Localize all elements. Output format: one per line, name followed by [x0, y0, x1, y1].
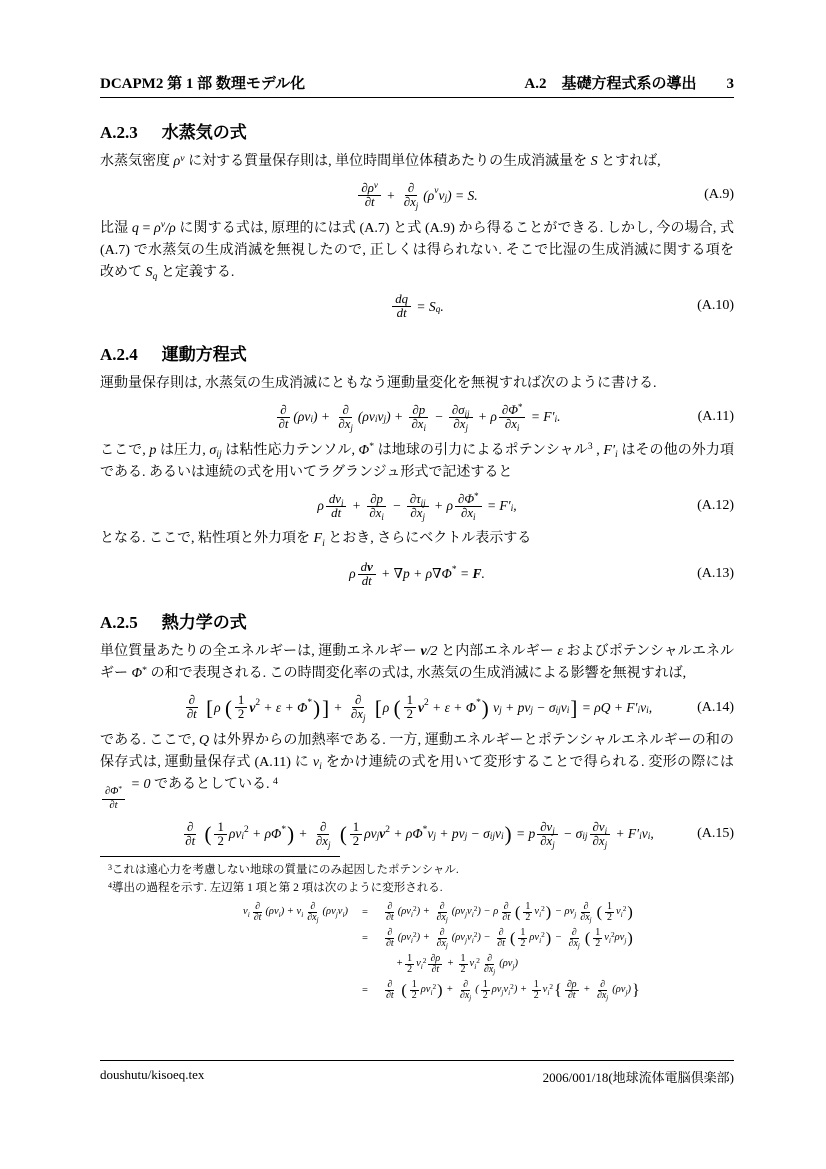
- paragraph-energy-intro: 単位質量あたりの全エネルギーは, 運動エネルギー v/2 と内部エネルギー ε およびポテンシャルエネルギー Φ* の和で表現される. この時間変化率の式は, 水蒸気の生成消滅による影響を無視すれば,: [100, 644, 735, 682]
- footnote-rule: [100, 856, 340, 857]
- header-right-group: [524, 72, 734, 93]
- section-title: 熱力学の式: [161, 613, 247, 633]
- equation-a14: [100, 693, 734, 724]
- equation-body: ∂ ∂t [ ρ ( 1 2 v $^2$ + ε + Φ * ) ] + ∂ ∂x $_j$ [ ρ ( 1 2 v $^2$ + ε + Φ * ) v $_j$ + pv $_j$ − σ $_{ij}$ v $_i$ ] = ρQ + F′ $_i$ v $_i$ ,: [186, 693, 653, 724]
- derivation-row-continuation: [100, 954, 734, 975]
- header-section-title: A.2 基礎方程式系の導出: [524, 76, 697, 92]
- equation-label: (A.11): [697, 409, 734, 425]
- derivation-row: [100, 902, 734, 923]
- paragraph-vector-form: となる. ここで, 粘性項と外力項を $F_i$ とおき, さらにベクトル表示する: [100, 531, 532, 549]
- equation-body: ∂ ∂t (ρv $_i$ ) + ∂ ∂x $_j$ (ρv $_i$ v $_j$ ) + ∂p ∂x $_i$ − ∂σ $_{ij}$ ∂x $_j$ + ρ ∂Φ * ∂x $_i$ = F′ $_i$ .: [278, 401, 561, 433]
- equation-body: ∂ ∂t ( 1 2 ρv $_i$ $^2$ + ρΦ * ) + ∂ ∂x $_j$ ( 1 2 ρv $_j$ v $^2$ + ρΦ * v $_j$ + pv $_j$ − σ $_{ij}$ v $_i$ ) = p ∂v $_j$ ∂x $_j$ − σ $_{ij}$ ∂v $_i$ ∂x $_j$ + F′ $_i$ v $_i$ ,: [185, 819, 654, 850]
- paragraph-specific-humidity: 比湿 $q = \rho^v/\rho$ に関する式は, 原理的には式 (A.7) と式 (A.9) から得ることができる. しかし, 今の場合, 式 (A.7) で水蒸気の生成消滅を無視したので, 正しくは得られない. そこで比湿の生成消滅に関する項を改めて $S_q$ と定義する.: [100, 219, 734, 283]
- paragraph-momentum-intro: 運動量保存則は, 水蒸気の生成消滅にともなう運動量変化を無視すれば次のように書ける.: [100, 375, 657, 391]
- section-number: A.2.5: [100, 613, 138, 633]
- page-header: [100, 72, 734, 98]
- equation-label: (A.9): [704, 187, 734, 203]
- page-footer: [100, 1060, 734, 1086]
- paragraph-pressure-terms: ここで, p は圧力, $\sigma_{ij}$ は粘性応力テンソル, Φ* は地球の引力によるポテンシャル$^3$ , $F'_i$ はその他の外力項である. あるいは連続の式を用いてラグランジュ形式で記述すると: [100, 441, 734, 480]
- equation-a12: [100, 490, 734, 522]
- equation-label: (A.10): [697, 298, 734, 314]
- equation-body: ∂ρ $^v$ ∂t + ∂ ∂x $_j$ (ρ $^v$ v $_j$ ) = S.: [356, 182, 477, 209]
- footer-file-path: doushutu/kisoeq.tex: [100, 1067, 205, 1082]
- equation-body: ρ dv $_i$ dt + ∂p ∂x $_i$ − ∂τ $_{ij}$ ∂x $_j$ + ρ ∂Φ * ∂x $_i$ = F′ $_i$ ,: [317, 490, 517, 522]
- derivation-lhs: v $_i$ ∂ ∂t (ρv $_i$ ) + v $_i$ ∂ ∂x $_j$ (ρv $_j$ v $_i$ ): [243, 900, 348, 925]
- footnote-4: $^4$導出の過程を示す. 左辺第 1 項と第 2 項は次のように変形される.: [108, 880, 443, 895]
- section-title: 水蒸気の式: [161, 123, 247, 142]
- derivation-row: [100, 980, 734, 1001]
- derivation-rhs: ∂ ∂t ( 1 2 ρv $_i$ $^2$ ) + ∂ ∂x $_j$ ( 1 2 ρv $_j$ v $_i$ $^2$ ) + $\frac{1}{2}$ v $_i$ $^2$ { ∂ρ ∂t + ∂ ∂x $_j$ (ρv $_j$ ) }: [386, 978, 640, 1003]
- paragraph-vapor-intro: 水蒸気密度 $\rho^v$ に対する質量保存則は, 単位時間単位体積あたりの生成消滅量を S とすれば,: [100, 152, 661, 169]
- equation-a11: [100, 401, 734, 433]
- equals-sign: =: [362, 932, 368, 944]
- header-running-title: DCAPM2 第 1 部 数理モデル化: [100, 76, 306, 92]
- equation-a9: [100, 180, 734, 212]
- section-number: A.2.3: [100, 123, 138, 142]
- equation-body: ρ d v dt + ∇p + ρ∇Φ * = F .: [349, 559, 485, 589]
- footnote-3: $^3$これは遠心力を考慮しない地球の質量にのみ起因したポテンシャル.: [108, 862, 459, 877]
- derivation-rhs: + $\frac{1}{2}$ v $_i$ $^2$ ∂ρ ∂t + $\frac{1}{2}$ v $_i$ $^2$ ∂ ∂x $_j$ (ρv $_j$ ): [396, 952, 518, 977]
- equation-label: (A.14): [697, 699, 734, 715]
- equation-label: (A.12): [697, 498, 734, 514]
- equals-sign: =: [362, 984, 368, 996]
- equation-a10: [100, 293, 734, 320]
- derivation-row: [100, 928, 734, 949]
- footer-date-credit: 2006/001/18(地球流体電脳倶楽部): [542, 1070, 734, 1085]
- equation-body: $\frac{dq}{dt}$ = S $_q$ .: [390, 293, 444, 320]
- section-heading-a25: [100, 608, 734, 633]
- section-heading-a23: [100, 118, 734, 143]
- equation-a13: [100, 560, 734, 589]
- derivation-rhs: ∂ ∂t (ρv $_i$ $^2$ ) + ∂ ∂x $_j$ (ρv $_j$ v $_i$ $^2$ ) − ρ ∂ ∂t ( 1 2 v $_i$ $^2$ ) − ρv $_j$ ∂ ∂x $_j$ ( 1 2 v $_i$ $^2$ ): [386, 900, 633, 925]
- section-number: A.2.4: [100, 344, 138, 364]
- derivation-rhs: ∂ ∂t (ρv $_i$ $^2$ ) + ∂ ∂x $_j$ (ρv $_j$ v $_i$ $^2$ ) − ∂ ∂t ( 1 2 ρv $_i$ $^2$ ) − ∂ ∂x $_j$ ( 1 2 v $_i$ $^2$ ρv $_j$ ): [386, 926, 633, 951]
- footnote-derivation: [100, 902, 734, 1001]
- equation-label: (A.13): [697, 565, 734, 581]
- equation-label: (A.15): [697, 826, 734, 842]
- equals-sign: =: [362, 906, 368, 918]
- paragraph-heating-rate: である. ここで, Q は外界からの加熱率である. 一方, 運動エネルギーとポテンシャルエネルギーの和の保存式は, 運動量保存式 (A.11) に $v_i$ をかけ連続の式を用いて変形することで得られる. 変形の際には ∂Φ * ∂t = 0 であるとしている. $^4$: [100, 732, 735, 811]
- section-heading-a24: [100, 340, 734, 365]
- equation-a15: [100, 821, 734, 848]
- page-number: 3: [726, 76, 734, 92]
- section-title: 運動方程式: [161, 344, 247, 364]
